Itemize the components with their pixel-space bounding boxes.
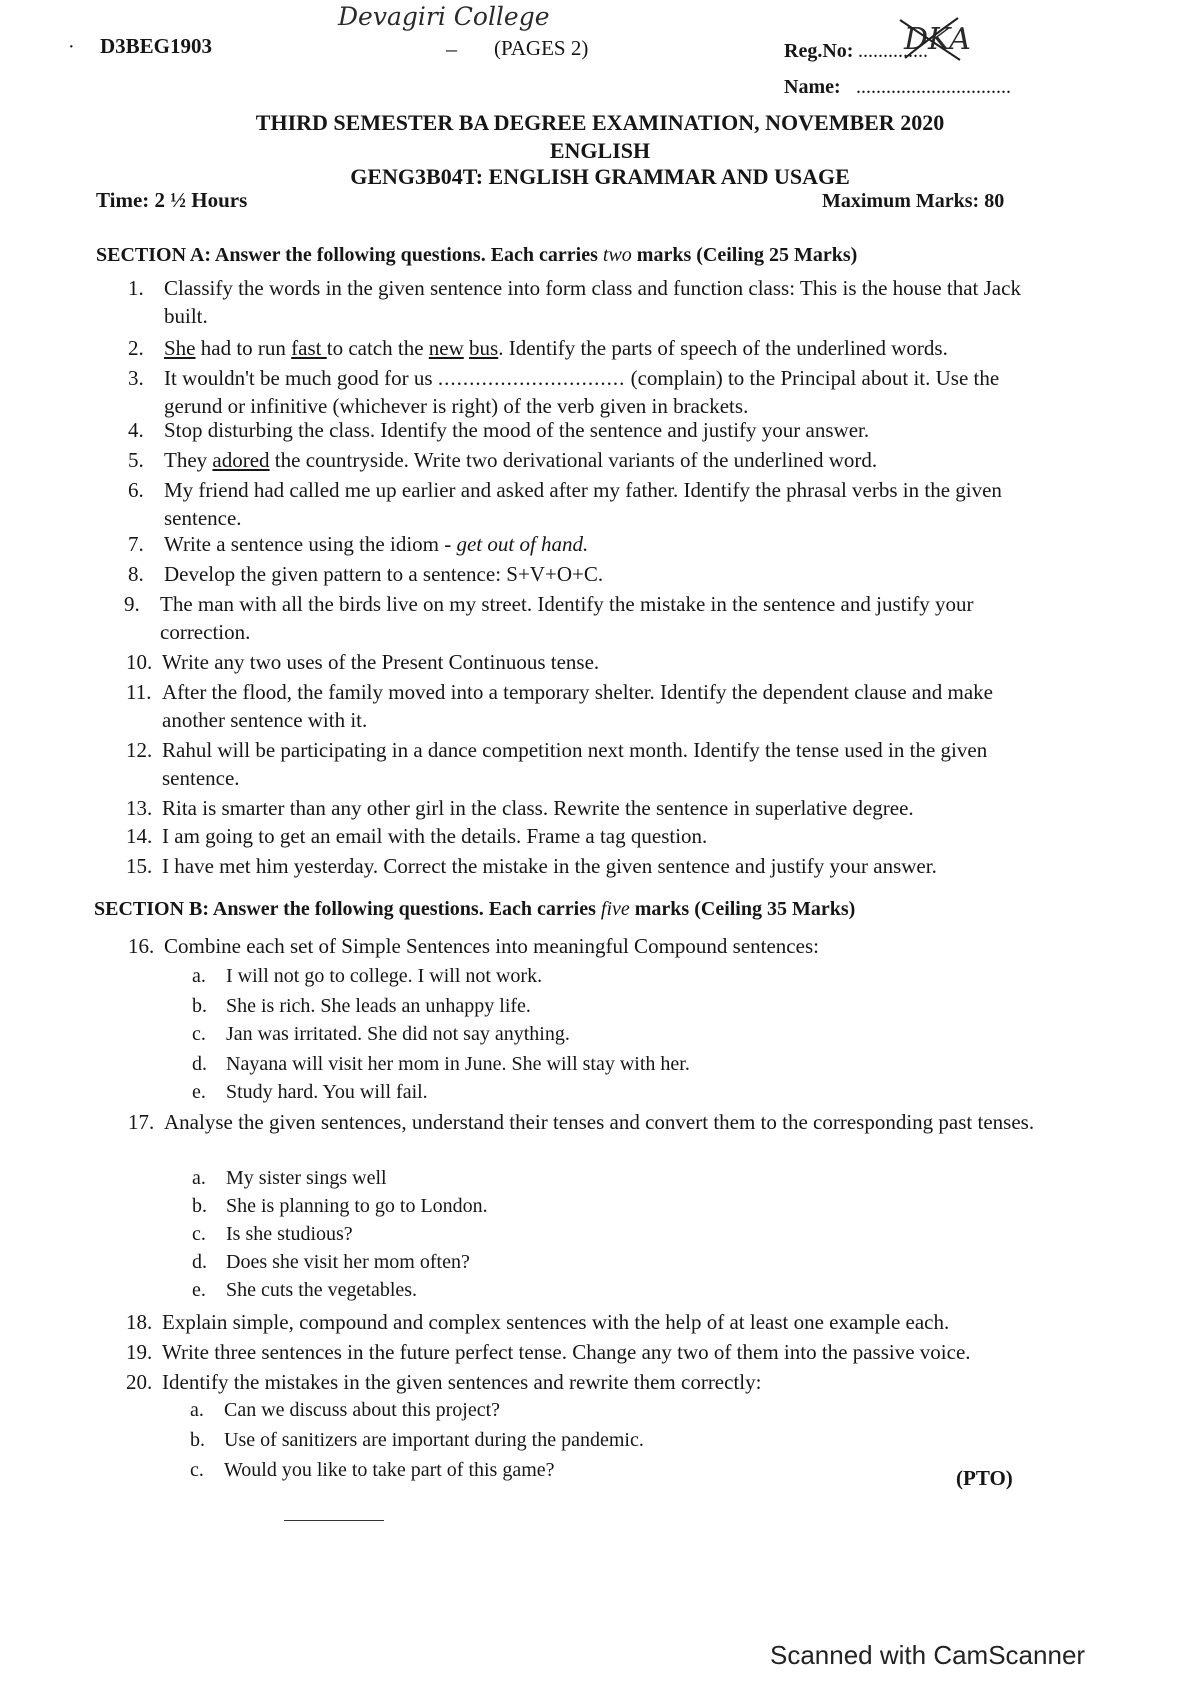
question-text: Analyse the given sentences, understand their tenses and convert them to the corresponding past tenses. [164,1110,1035,1134]
underlined-word: adored [212,448,270,472]
idiom-italic: get out of hand. [456,532,589,556]
question-number: 4. [128,418,144,442]
pto-label: (PTO) [956,1466,1013,1490]
item-letter: a. [190,1399,204,1421]
college-handwritten: Devagiri College [338,2,550,31]
item-letter: d. [192,1251,207,1273]
question-text: I have met him yesterday. Correct the mistake in the given sentence and justify your answer. [162,854,937,878]
text-segment: Write a sentence using the idiom - [164,532,457,556]
question-number: 1. [128,276,144,300]
section-a-heading-end: marks (Ceiling 25 Marks) [631,244,858,266]
section-a-heading [96,244,857,267]
section-a-heading-italic: two [602,244,632,266]
question-text: Combine each set of Simple Sentences into meaningful Compound sentences: [164,934,819,958]
section-b-heading-end: marks (Ceiling 35 Marks) [629,898,856,920]
item-letter: e. [192,1279,206,1301]
item-letter: c. [190,1459,204,1481]
question-number: 20. [126,1370,153,1394]
header-dash: – [446,36,457,61]
item-text: Jan was irritated. She did not say anything. [226,1023,570,1045]
item-letter: a. [192,965,206,987]
blank-dots: .............................. [437,366,626,390]
item-text: Is she studious? [226,1223,353,1245]
name-dots: ............................... [856,76,1011,98]
underlined-word: fast [291,336,327,360]
question-number: 11. [126,680,152,704]
question-text: Classify the words in the given sentence into form class and function class: This is the house that Jack built. [164,276,1021,328]
text-segment: It wouldn't be much good for us [164,366,438,390]
question-text: Rita is smarter than any other girl in the class. Rewrite the sentence in superlative degree. [162,796,914,820]
question-text [164,530,1032,558]
exam-title: THIRD SEMESTER BA DEGREE EXAMINATION, NOVEMBER 2020 [255,110,945,135]
question-text: After the flood, the family moved into a temporary shelter. Identify the dependent clause and make another sentence with it. [162,680,993,732]
item-text: Study hard. You will fail. [226,1081,428,1103]
item-text: Can we discuss about this project? [224,1399,501,1421]
paper-code: D3BEG1903 [100,34,213,58]
item-letter: b. [190,1429,205,1451]
question-number: 12. [126,738,153,762]
underlined-word: new [428,336,464,360]
reg-no-handwritten: DKA [904,22,971,57]
section-b-heading-italic: five [600,898,630,920]
text-segment: . Identify the parts of speech of the underlined words. [498,336,948,360]
item-text: Would you like to take part of this game? [224,1459,555,1481]
question-number: 16. [128,934,155,958]
question-number: 7. [128,532,144,556]
question-text [164,446,1032,474]
question-number: 2. [128,336,144,360]
question-number: 13. [126,796,153,820]
item-letter: b. [192,995,207,1017]
question-text: The man with all the birds live on my street. Identify the mistake in the sentence and justify your correction. [160,592,974,644]
text-segment: They [164,448,213,472]
max-marks: Maximum Marks: 80 [822,190,1005,212]
item-text: I will not go to college. I will not work. [226,965,543,987]
question-number: 17. [128,1110,155,1134]
question-number: 14. [126,824,153,848]
question-text: Explain simple, compound and complex sentences with the help of at least one example each. [162,1310,950,1334]
question-number: 19. [126,1340,153,1364]
item-text: She is planning to go to London. [226,1195,488,1217]
course-title: GENG3B04T: ENGLISH GRAMMAR AND USAGE [350,164,850,189]
section-a-heading-start: SECTION A: Answer the following questions. Each carries [96,244,603,266]
item-letter: b. [192,1195,207,1217]
item-text: She cuts the vegetables. [226,1279,418,1301]
question-text: I am going to get an email with the details. Frame a tag question. [162,824,708,848]
question-text: Write three sentences in the future perfect tense. Change any two of them into the passive voice. [162,1340,971,1364]
question-text: Develop the given pattern to a sentence: S+V+O+C. [164,562,604,586]
underlined-word: She [164,336,196,360]
question-number: 8. [128,562,144,586]
item-letter: a. [192,1167,206,1189]
question-text: My friend had called me up earlier and asked after my father. Identify the phrasal verbs in the given sentence. [164,478,1002,530]
question-text: Rahul will be participating in a dance competition next month. Identify the tense used in the given sentence. [162,738,988,790]
item-letter: c. [192,1223,206,1245]
name-label: Name: [784,76,841,98]
question-text: Identify the mistakes in the given sentences and rewrite them correctly: [162,1370,762,1394]
item-text: Nayana will visit her mom in June. She will stay with her. [226,1053,690,1075]
reg-no-label: Reg.No: [784,40,854,62]
reg-no-scribble [890,10,970,70]
question-text [164,364,1032,420]
question-number: 5. [128,448,144,472]
item-letter: d. [192,1053,207,1075]
question-number: 9. [124,592,140,616]
section-b-heading-start: SECTION B: Answer the following questions. Each carries [94,898,601,920]
footer-rule [284,1520,384,1521]
item-text: Does she visit her mom often? [226,1251,470,1273]
item-letter: c. [192,1023,206,1045]
question-number: 15. [126,854,153,878]
camscanner-watermark: Scanned with CamScanner [770,1640,1086,1670]
question-text: Write any two uses of the Present Continuous tense. [162,650,600,674]
reg-no-dots: .............. [858,40,928,62]
text-segment: (complain) to the Principal about it. Use the gerund or infinitive (whichever is right) of the verb given in brackets. [164,366,1000,418]
exam-time: Time: 2 ½ Hours [96,188,248,212]
question-text [164,334,1032,362]
question-number: 6. [128,478,144,502]
exam-subject: ENGLISH [549,138,651,163]
pages-count: (PAGES 2) [494,36,589,60]
question-text: Stop disturbing the class. Identify the mood of the sentence and justify your answer. [164,418,870,442]
text-segment: to catch the [326,336,429,360]
question-number: 18. [126,1310,153,1334]
question-number: 3. [128,366,144,390]
header-bullet: · [68,36,75,58]
underlined-word: bus [469,336,499,360]
section-b-heading [94,898,855,921]
item-text: My sister sings well [226,1167,387,1189]
text-segment: had to run [195,336,292,360]
item-text: Use of sanitizers are important during the pandemic. [224,1429,644,1451]
question-number: 10. [126,650,153,674]
text-segment: the countryside. Write two derivational variants of the underlined word. [269,448,878,472]
item-letter: e. [192,1081,206,1103]
item-text: She is rich. She leads an unhappy life. [226,995,531,1017]
